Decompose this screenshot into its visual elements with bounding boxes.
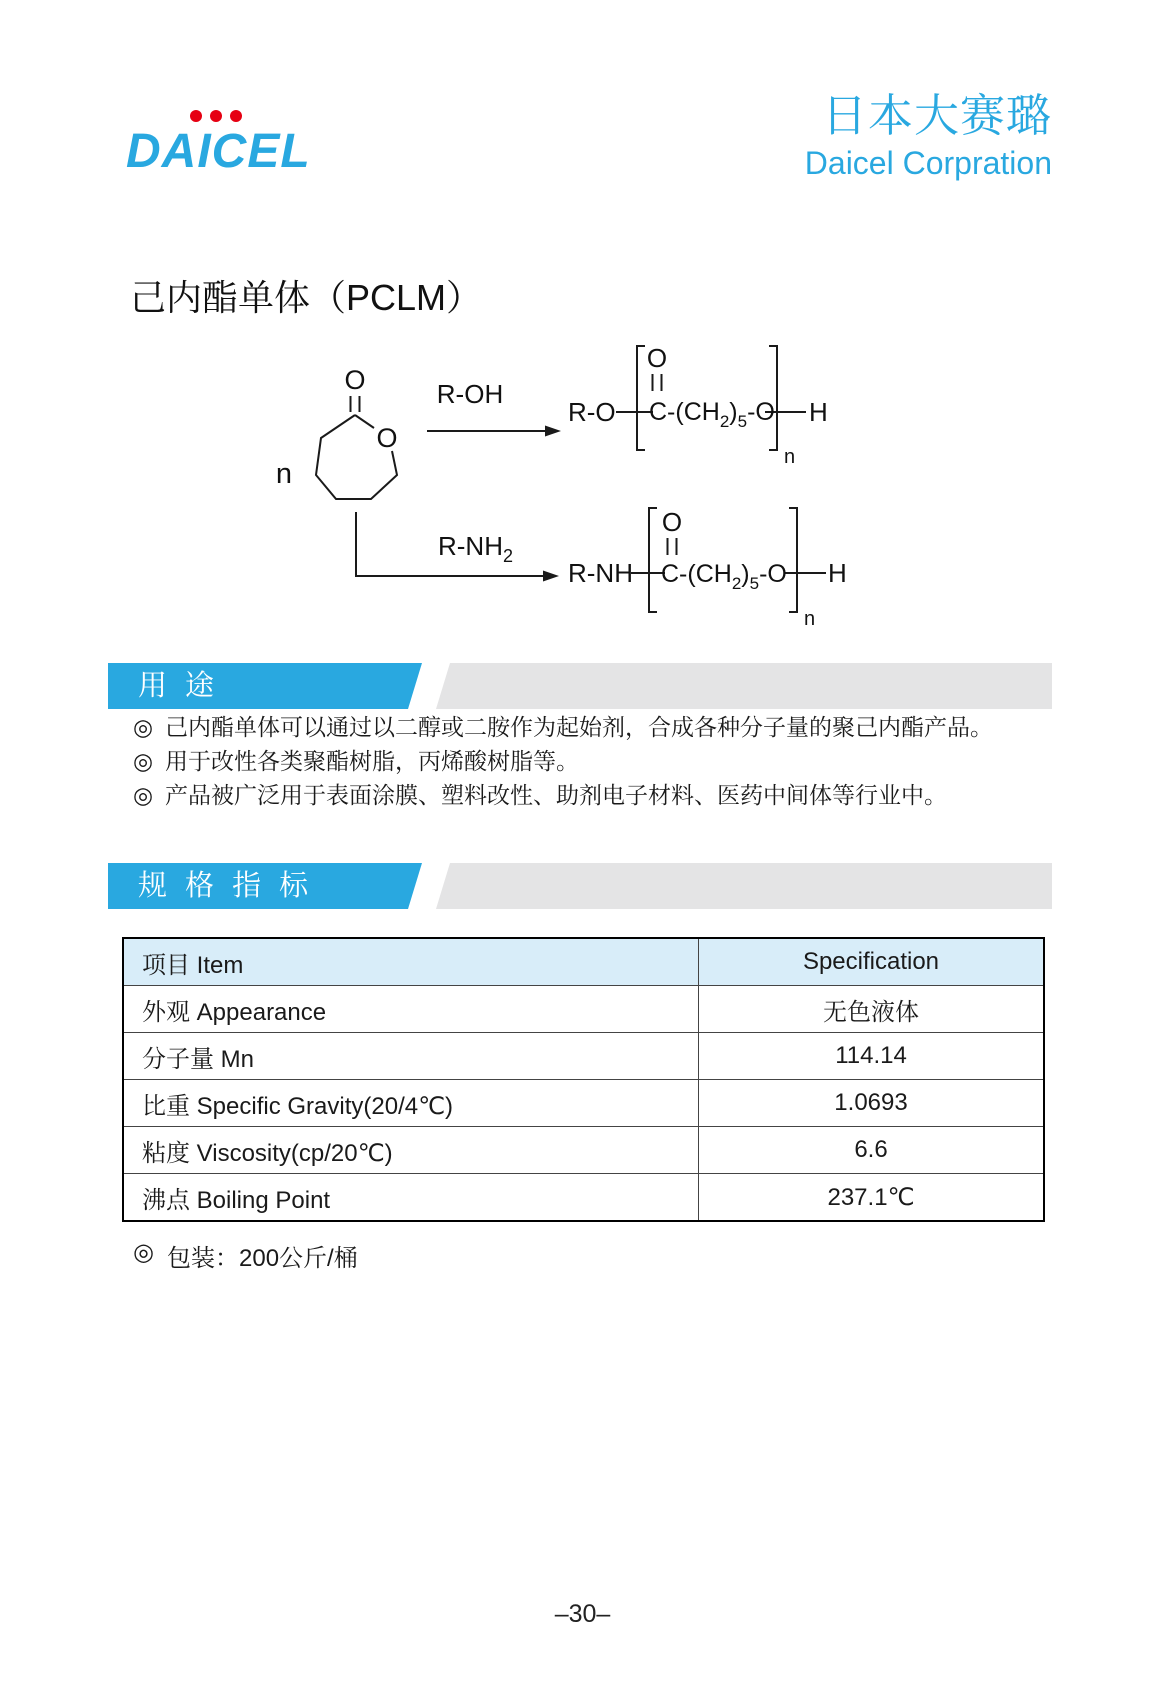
bullet-item — [133, 744, 1033, 778]
bullet-item — [133, 778, 1033, 812]
p2-left-group: R-NH — [568, 558, 633, 588]
ring-carbonyl-double-bond — [351, 396, 360, 412]
table-row — [123, 1127, 1044, 1174]
logo-dots-icon — [190, 110, 242, 122]
packaging-note — [133, 1238, 358, 1273]
bullet-item — [133, 710, 1033, 744]
spec-cell: 237.1℃ — [699, 1174, 1045, 1222]
brand-name-cn: 日本大赛璐 — [821, 90, 1052, 141]
packaging-text: 包装：200公斤/桶 — [167, 1245, 358, 1272]
header-gray-bar — [434, 663, 1052, 709]
ring-n-label: n — [275, 458, 293, 490]
arrow2-head — [543, 571, 559, 582]
spec-cell: 6.6 — [699, 1127, 1045, 1174]
p1-bracket-left — [637, 346, 645, 450]
p2-bracket-right — [789, 508, 797, 612]
reagent2-label: $R-NH_2$ — [438, 531, 514, 566]
footer-page-number: –30– — [554, 1600, 611, 1628]
item-cell: 外观 Appearance — [123, 986, 699, 1033]
table-row — [123, 986, 1044, 1033]
p2-n-subscript: n — [804, 608, 816, 630]
p2-bracket-left — [649, 508, 657, 612]
p2-carbonyl-o: O — [661, 507, 683, 537]
item-cell: 比重 Specific Gravity(20/4℃) — [123, 1080, 699, 1127]
reaction-diagram — [220, 328, 880, 645]
bullet-text: 产品被广泛用于表面涂膜、塑料改性、助剂电子材料、医药中间体等行业中。 — [165, 782, 947, 808]
page-title: 己内酯单体（PCLM） — [130, 277, 483, 318]
p1-carbonyl-o: O — [646, 343, 668, 373]
p2-end-h: H — [828, 558, 847, 588]
table-header-spec: Specification — [699, 938, 1045, 986]
item-cell: 分子量 Mn — [123, 1033, 699, 1080]
brand-name-en: Daicel Corpration — [804, 145, 1052, 182]
carbonyl-o-label: O — [344, 365, 366, 395]
usage-bullet-list — [133, 710, 1033, 812]
p1-n-subscript: n — [784, 446, 796, 468]
p1-carbonyl-double-bond — [653, 374, 662, 391]
p1-left-group: R-O — [568, 397, 616, 427]
logo-text: DAICEL — [126, 125, 311, 178]
table-header-item: 项目 Item — [123, 938, 699, 986]
table-row — [123, 1033, 1044, 1080]
p2-chain: $C-(CH_2)_5-O$ — [661, 560, 787, 593]
packaging-marker: ◎ — [133, 1239, 154, 1266]
specs-heading: 规 格 指 标 — [138, 870, 314, 902]
spec-cell: 1.0693 — [699, 1080, 1045, 1127]
usage-section-header — [108, 663, 1052, 709]
table-header-row — [123, 938, 1044, 986]
table-row — [123, 1080, 1044, 1127]
arrow1-head — [545, 426, 561, 437]
p1-end-h: H — [809, 397, 828, 427]
p1-chain: $C-(CH_2)_5-O$ — [649, 398, 775, 431]
item-cell: 沸点 Boiling Point — [123, 1174, 699, 1222]
spec-cell: 无色液体 — [699, 986, 1045, 1033]
bullet-marker: ◎ — [133, 748, 154, 774]
reagent1-label: R-OH — [436, 379, 504, 409]
reaction-scheme-svg — [220, 328, 880, 640]
bullet-text: 己内酯单体可以通过以二醇或二胺作为起始剂，合成各种分子量的聚己内酯产品。 — [165, 714, 993, 740]
spec-cell: 114.14 — [699, 1033, 1045, 1080]
spec-table — [122, 937, 1045, 1222]
ring-o-label: O — [376, 423, 398, 453]
table-row — [123, 1174, 1044, 1222]
brand-block — [805, 88, 1052, 183]
bullet-marker: ◎ — [133, 782, 154, 808]
bullet-text: 用于改性各类聚酯树脂，丙烯酸树脂等。 — [165, 748, 579, 774]
item-cell: 粘度 Viscosity(cp/20℃) — [123, 1127, 699, 1174]
specs-section-header — [108, 863, 1052, 909]
header-gray-bar — [434, 863, 1052, 909]
p2-carbonyl-double-bond — [668, 538, 677, 555]
usage-heading: 用 途 — [138, 670, 220, 702]
bullet-marker: ◎ — [133, 714, 154, 740]
